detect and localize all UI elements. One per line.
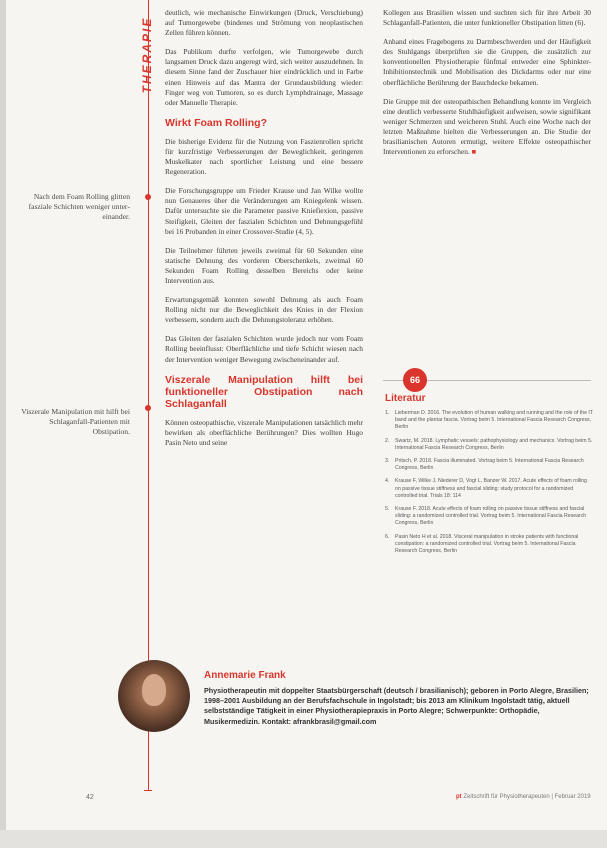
literature-item [385,458,593,472]
side-note-visceral: Viszerale Manipulation mit hilft bei Schlaganfall-Patienten mit Obstipation. [21,407,130,437]
heading-text: Viszerale Manipulation hilft bei funktioneller Obstipation nach Schlaganfall [165,373,363,410]
paragraph: Können osteopathische, viszerale Manipulationen tatsächlich mehr bewirken als oberflächliche Berührungen? Dies wollten Hugo Pasin Neto und seine [165,417,363,447]
heading-visceral-manipulation [165,374,363,410]
marker-dot-visceral [145,405,151,411]
paragraph: deutlich, wie mechanische Einwirkungen (Druck, Verschiebung) auf Tumorgewebe (bindenes und Strömung von neoplastischen Zellen führen können. [165,8,363,38]
literature-text: Swartz, M. 2018. Lymphatic vessels: pathophysiology and mechanics. Vortrag beim 5. International Fascia Research Congress, Berlin [395,437,593,451]
paragraph: Die Teilnehmer führten jeweils zweimal für 60 Sekunden eine statische Dehnung des vorderen Oberschenkels, zweimal 60 Sekunden Foam Rolling desselben Bereichs oder keine Intervention aus. [165,245,363,285]
text-column-right [383,8,591,166]
literature-item [385,534,593,556]
heading-foam-rolling [165,117,363,129]
side-note-foam: Nach dem Foam Rolling glitten faszialе Schichten weniger untereinander. [28,192,130,222]
literature-number: 3. [385,458,390,465]
page-bottom-margin [0,830,607,848]
journal-footer [456,794,591,800]
literature-list [385,410,593,561]
heading-text: Wirkt Foam Rolling? [165,116,267,129]
section-label-text: THERAPIE [140,16,154,94]
literature-text: Pritsch, P. 2018. Fascia illuminated. Vortrag beim 5. International Fascia Research Congress, Berlin [395,458,584,472]
literature-text: Krause F, Wilke J, Niederer D, Vogt L, Banzer W. 2017. Acute effects of foam rolling on passive tissue stiffness and fascial sliding: study protocol for a randomized controlled trial. Trials 18: 114 [395,478,587,499]
paragraph: Erwartungsgemäß konnten sowohl Dehnung als auch Foam Rolling nicht nur die Beweglichkeit des Knies in der Flexion verbessern, sondern auch die Dehnungstoleranz erhöhen. [165,295,363,325]
paragraph: Kollegen aus Brasilien wissen und suchten sich für ihre Arbeit 30 Schlaganfall-Patienten, die unter funktioneller Obstipation litten (6). [383,8,591,28]
literature-number: 4. [385,478,390,485]
author-photo [118,660,190,732]
literature-title: Literatur [385,393,426,404]
page-edge-shadow [0,0,6,848]
paragraph: Das Gleiten der faszialen Schichten wurde jedoch nur vom Foam Rolling beeinflusst: Oberflächliche und tiefe Schicht wiesen nach der Intervention weniger Bewegung zwischeneinander auf. [165,334,363,364]
paragraph-text: Die Gruppe mit der osteopathischen Behandlung konnte im Vergleich eine deutlich verbesserte Stuhlhäufigkeit aufweisen, sowie signifikant weniger Schmerzen und weicheren Stuhl. Auch eine Woche nach der letzten Maßnahme hielten die Verbesserungen an. Die Studie der brasilianischen Autoren ermutigt, weitere Effekte osteopathischer Interventionen zu erforschen. [383,96,591,157]
literature-item [385,478,593,500]
literature-number: 2. [385,437,390,444]
literature-text: Lieberman D. 2016. The evolution of human walking and running and the role of the IT band and the plantar fascia. Vortrag beim 5. International Fascia Research Congress, Berlin [395,410,593,431]
text-column-left [165,8,363,457]
paragraph [383,97,591,158]
paragraph: Das Publikum durfte verfolgen, wie Tumorgewebe durch langsamen Druck dazu angeregt wird, sich weiter auszudehnen. In diesem Sinne fand der Zuschauer hier eindrücklich und in Farbe einen Hinweis auf das Mantra der Grundausbildung wieder: Finger weg von Tumoren, so es durch Lymphdrainage, Massage oder Manuelle Therapie. [165,47,363,107]
end-mark-icon: ■ [471,147,477,157]
journal-mark: pt [456,794,462,800]
literature-item [385,410,593,432]
author-bio: Physiotherapeutin mit doppelter Staatsbürgerschaft (deutsch / brasilianisch); geboren in Porto Alegre, Brasilien; 1998–2001 Ausbildung an der Berufsfachschule in Ingolstadt; bis 2013 am Klinikum Ingolstadt tätig, aktuell selbstständige Tätigkeit in einer Physiotherapiepraxis in Porto Alegre; Schwerpunkte: Orthopädie, Musikermedizin. Kontakt: afrankbrasil@gmail.com [204,686,589,726]
literature-item [385,506,593,528]
literature-number: 6. [385,533,390,540]
section-label [138,8,158,108]
page-number: 42 [86,794,94,801]
paragraph: Die Forschungsgruppe um Frieder Krause und Jan Wilke wollte nun Genaueres über die Veränderungen am Kniegelenk wissen. Dafür untersuchte sie die Parameter passive Kniefiexion, passive Steifigkeit, Gleiten der faszialen Schichten und Dehnungsgefühl bei 16 Probanden in einer Crossover-Studie (4, 5). [165,186,363,236]
literature-text: Krause F. 2018. Acute effects of foam rolling on passive tissue stiffness and fascial sliding: a randomized controlled trial. Vortrag beim 5. International Fascia Research Congress, Berlin [395,506,587,527]
literature-text: Pasin Neto H et al. 2018. Visceral manipulation in stroke patients with functional constipation: a randomized controlled trial. Vortrag beim 5. International Fascia Research Congress, Berlin [395,533,579,555]
marker-dot-foam [145,194,151,200]
paragraph: Anhand eines Fragebogens zu Darmbeschwerden und der Häufigkeit des Stuhlgangs überprüften sie die Gruppen, die zusätzlich zur konventionellen Physiotherapie fünfmal entweder eine Sphinkter-Inhibitionstechnik und Mobilisation des Dickdarms oder nur eine oberflächliche Berührung der Bauchdecke bekamen. [383,37,591,87]
journal-name: Zeitschrift für Physiotherapeuten | Februar 2019 [463,794,591,800]
literature-badge: 66 [403,368,427,392]
literature-item [385,438,593,452]
literature-number: 1. [385,410,390,416]
author-box [104,660,594,748]
divider-end-tick [144,790,152,791]
author-name: Annemarie Frank [204,670,286,681]
author-face [142,674,166,706]
literature-number: 5. [385,506,390,513]
paragraph: Die bisherige Evidenz für die Nutzung von Faszienrollen spricht für kurzfristige Verbesserungen der Beweglichkeit, geringeren Muskelkater nach sportlicher Leistung und eine bessere Regeneration. [165,136,363,177]
